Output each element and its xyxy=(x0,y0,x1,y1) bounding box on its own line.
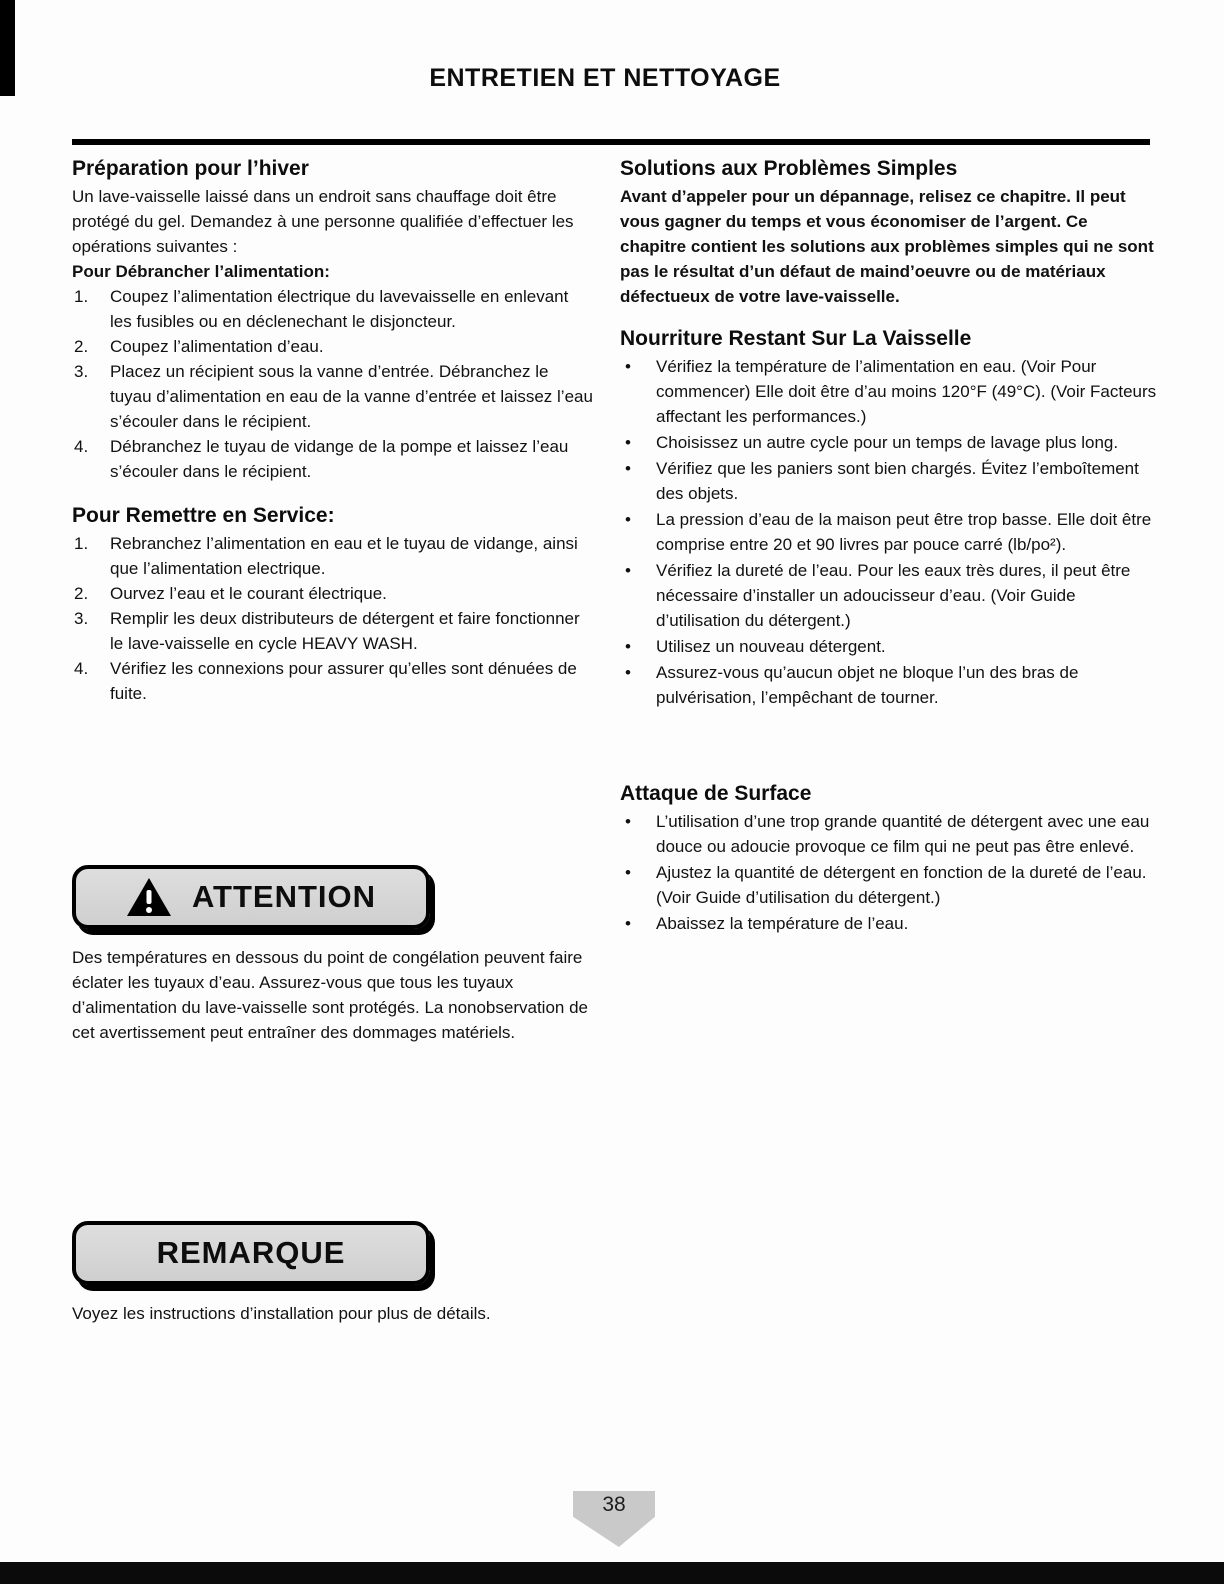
list-item: Coupez l’alimentation électrique du lavevaisselle en enlevant les fusibles ou en déclenechant le disjoncteur. xyxy=(110,287,569,331)
list-item: Remplir les deux distributeurs de détergent et faire fonctionner le lave-vaisselle en cycle HEAVY WASH. xyxy=(110,609,580,653)
list-item: • Assurez-vous qu’aucun objet ne bloque l’un des bras de pulvérisation, l’empêchant de tourner. xyxy=(620,660,1157,710)
attention-body: Des températures en dessous du point de congélation peuvent faire éclater les tuyaux d’eau. Assurez-vous que tous les tuyaux d’alimentation du lave-vaisselle sont protégés. La nonobservation de cet avertissement peut entraîner des dommages matériels. xyxy=(72,948,588,1042)
list-item: • Choisissez un autre cycle pour un temps de lavage plus long. xyxy=(620,430,1157,455)
remarque-box xyxy=(72,1221,430,1285)
section-restore-service xyxy=(72,502,594,706)
remarque-callout xyxy=(72,1221,594,1326)
section-heading: Pour Remettre en Service: xyxy=(72,504,335,527)
section-heading: Solutions aux Problèmes Simples xyxy=(620,157,958,180)
right-column xyxy=(620,155,1157,937)
section-solutions xyxy=(620,155,1157,309)
restore-steps-list xyxy=(72,531,594,706)
page-title: ENTRETIEN ET NETTOYAGE xyxy=(429,64,781,92)
list-item: • Abaissez la température de l’eau. xyxy=(620,911,1157,936)
page-number: 38 xyxy=(602,1493,626,1516)
section-food-on-dishes xyxy=(620,325,1157,710)
list-item: Rebranchez l’alimentation en eau et le tuyau de vidange, ainsi que l’alimentation electrique. xyxy=(110,534,578,578)
list-item: • L’utilisation d’une trop grande quantité de détergent avec une eau douce ou adoucie provoque ce film qui ne peut pas être enlevé. xyxy=(620,809,1157,859)
remarque-label: REMARQUE xyxy=(156,1235,346,1270)
remarque-body: Voyez les instructions d’installation pour plus de détails. xyxy=(72,1304,491,1323)
attention-callout xyxy=(72,865,594,1045)
list-item: Placez un récipient sous la vanne d’entrée. Débranchez le tuyau d’alimentation en eau de la vanne d’entrée et laissez l’eau s’écouler dans le récipient. xyxy=(110,362,593,431)
title-divider xyxy=(72,139,1150,145)
list-item: • Ajustez la quantité de détergent en fonction de la dureté de l’eau. (Voir Guide d’utilisation du détergent.) xyxy=(620,860,1157,910)
solutions-intro: Avant d’appeler pour un dépannage, relisez ce chapitre. Il peut vous gagner du temps et vous économiser de l’argent. Ce chapitre contient les solutions aux problèmes simples qui ne sont pas le résultat d’un défaut de maind’oeuvre ou de matériaux défectueux de votre lave-vaisselle. xyxy=(620,187,1154,306)
section-winter-prep xyxy=(72,155,594,484)
page-number-area xyxy=(573,1491,655,1547)
section-heading: Préparation pour l’hiver xyxy=(72,157,309,180)
attention-box xyxy=(72,865,430,929)
disconnect-steps-list xyxy=(72,284,594,484)
left-column xyxy=(72,155,594,1323)
list-item: Ourvez l’eau et le courant électrique. xyxy=(110,584,387,603)
scan-artifact-bottom-band xyxy=(0,1562,1224,1584)
list-item: • La pression d’eau de la maison peut être trop basse. Elle doit être comprise entre 20 et 90 livres par pouce carré (lb/po²). xyxy=(620,507,1157,557)
list-item: Coupez l’alimentation d’eau. xyxy=(110,337,324,356)
section-heading: Attaque de Surface xyxy=(620,782,812,805)
attention-label: ATTENTION xyxy=(191,879,377,914)
list-item: • Vérifiez la température de l’alimentation en eau. (Voir Pour commencer) Elle doit être d’au moins 120°F (49°C). (Voir Facteurs affectant les performances.) xyxy=(620,354,1157,429)
surface-bullets-list xyxy=(620,809,1157,936)
list-item: • Vérifiez que les paniers sont bien chargés. Évitez l’emboîtement des objets. xyxy=(620,456,1157,506)
section-intro: Un lave-vaisselle laissé dans un endroit sans chauffage doit être protégé du gel. Demandez à une personne qualifiée d’effectuer les opérations suivantes : xyxy=(72,187,574,256)
list-item: • Utilisez un nouveau détergent. xyxy=(620,634,1157,659)
list-item: • Vérifiez la dureté de l’eau. Pour les eaux très dures, il peut être nécessaire d’installer un adoucisseur d’eau. (Voir Guide d’utilisation du détergent.) xyxy=(620,558,1157,633)
section-heading: Nourriture Restant Sur La Vaisselle xyxy=(620,327,972,350)
disconnect-subheading: Pour Débrancher l’alimentation: xyxy=(72,262,330,281)
warning-triangle-icon xyxy=(126,877,172,917)
list-item: Vérifiez les connexions pour assurer qu’elles sont dénuées de fuite. xyxy=(110,659,577,703)
section-surface-attack xyxy=(620,780,1157,936)
food-bullets-list xyxy=(620,354,1157,710)
list-item: Débranchez le tuyau de vidange de la pompe et laissez l’eau s’écouler dans le récipient. xyxy=(110,437,569,481)
